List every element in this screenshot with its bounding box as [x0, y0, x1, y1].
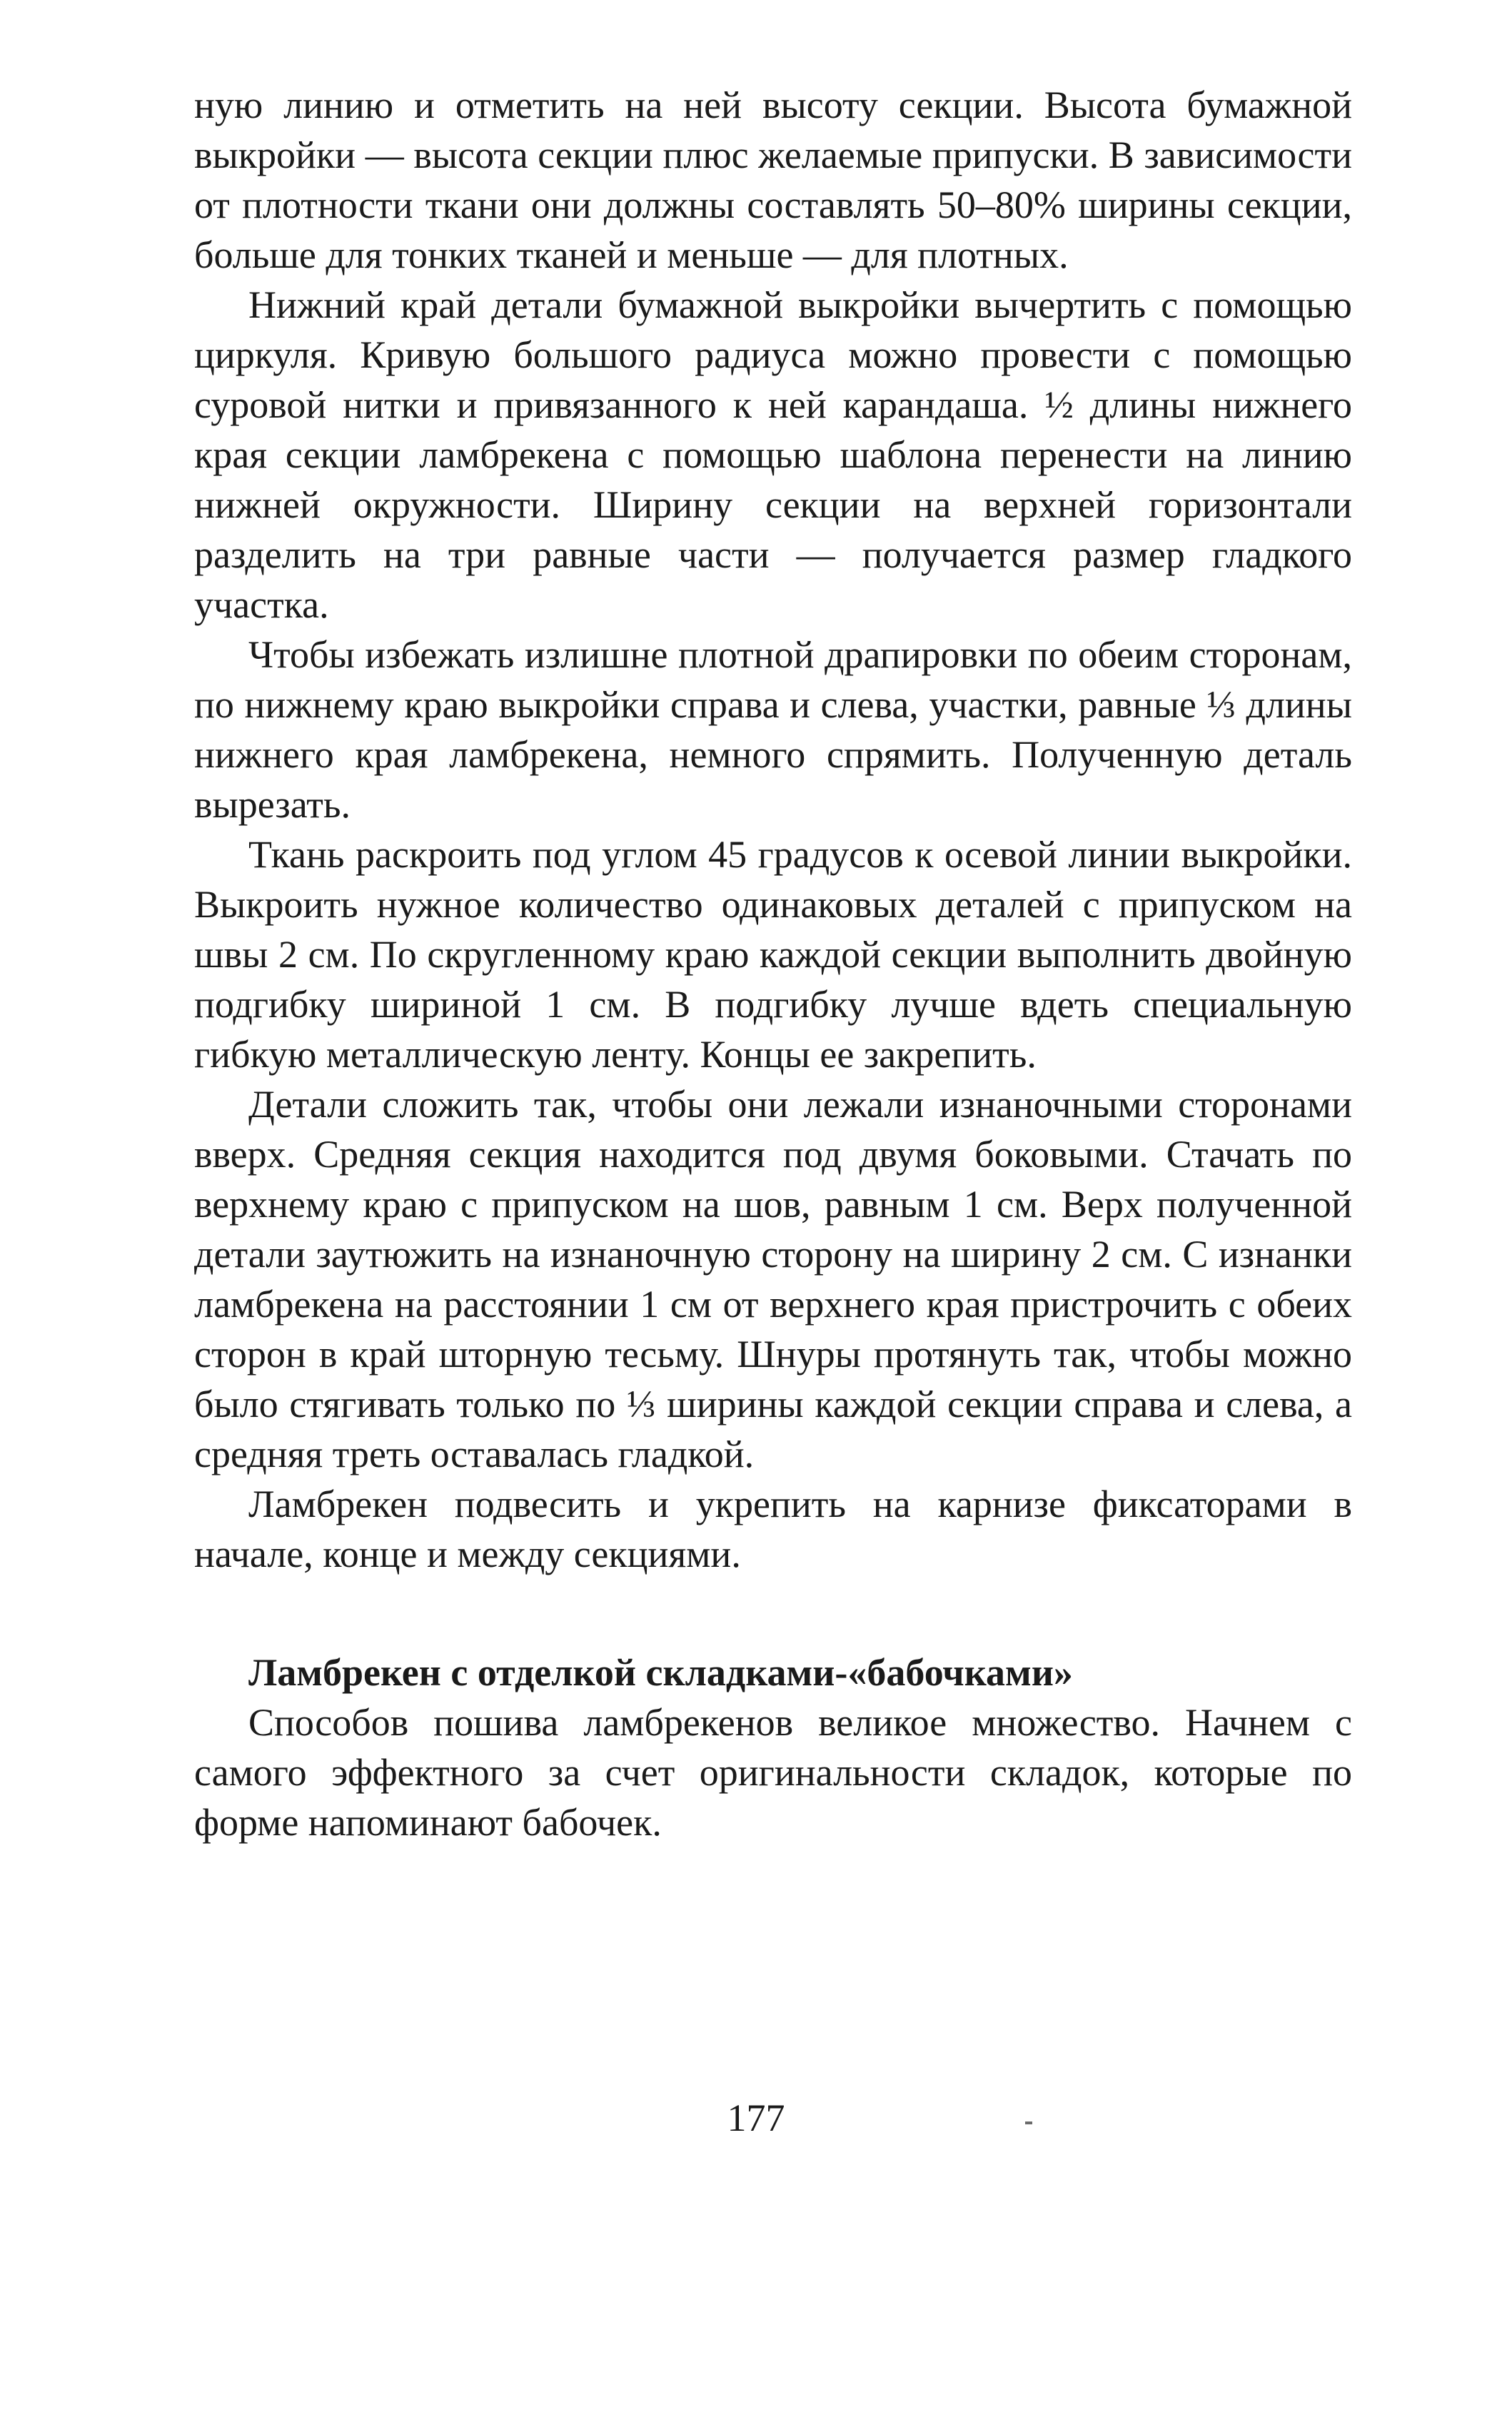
closing-paragraph: Способов пошива ламбрекенов великое множество. Начнем с самого эффектного за счет оригинальности складок, которые по форме напоминают бабочек.	[194, 1701, 1352, 1844]
paragraph-5: Детали сложить так, чтобы они лежали изнаночными сторонами вверх. Средняя секция находится под двумя боковыми. Стачать по верхнему краю с припуском на шов, равным 1 см. Верх полученной детали заутюжить на изнаночную сторону на ширину 2 см. С изнанки ламбрекена на расстоянии 1 см от верхнего края пристрочить с обеих сторон в край шторную тесьму. Шнуры протянуть так, чтобы можно было стягивать только по ⅓ ширины каждой секции справа и слева, а средняя треть оставалась гладкой.	[194, 1083, 1352, 1475]
paragraph-2: Нижний край детали бумажной выкройки вычертить с помощью циркуля. Кривую большого радиуса можно провести с помощью суровой нитки и привязанного к ней карандаша. ½ длины нижнего края секции ламбрекена с помощью шаблона перенести на линию нижней окружности. Ширину секции на верхней горизонтали разделить на три равные части — получается размер гладкого участка.	[194, 283, 1352, 626]
paragraph-6: Ламбрекен подвесить и укрепить на карнизе фиксаторами в начале, конце и между секциями.	[194, 1483, 1352, 1575]
page-number: 177	[727, 2096, 785, 2139]
scan-speck	[1025, 2121, 1032, 2124]
paragraph-4: Ткань раскроить под углом 45 градусов к осевой линии выкройки. Выкроить нужное количество одинаковых деталей с припуском на швы 2 см. По скругленному краю каждой секции выполнить двойную подгибку шириной 1 см. В подгибку лучше вдеть специальную гибкую металлическую ленту. Концы ее закрепить.	[194, 833, 1352, 1076]
paragraph-1: ную линию и отметить на ней высоту секции. Высота бумажной выкройки — высота секции плюс желаемые припуски. В зависимости от плотности ткани они должны составлять 50–80% ширины секции, больше для тонких тканей и меньше — для плотных.	[194, 84, 1352, 276]
section-heading: Ламбрекен с отделкой складками-«бабочками»	[248, 1651, 1073, 1694]
book-page-text	[194, 80, 1352, 1847]
paragraph-3: Чтобы избежать излишне плотной драпировки по обеим сторонам, по нижнему краю выкройки справа и слева, участки, равные ⅓ длины нижнего края ламбрекена, немного спрямить. Полученную деталь вырезать.	[194, 633, 1352, 826]
